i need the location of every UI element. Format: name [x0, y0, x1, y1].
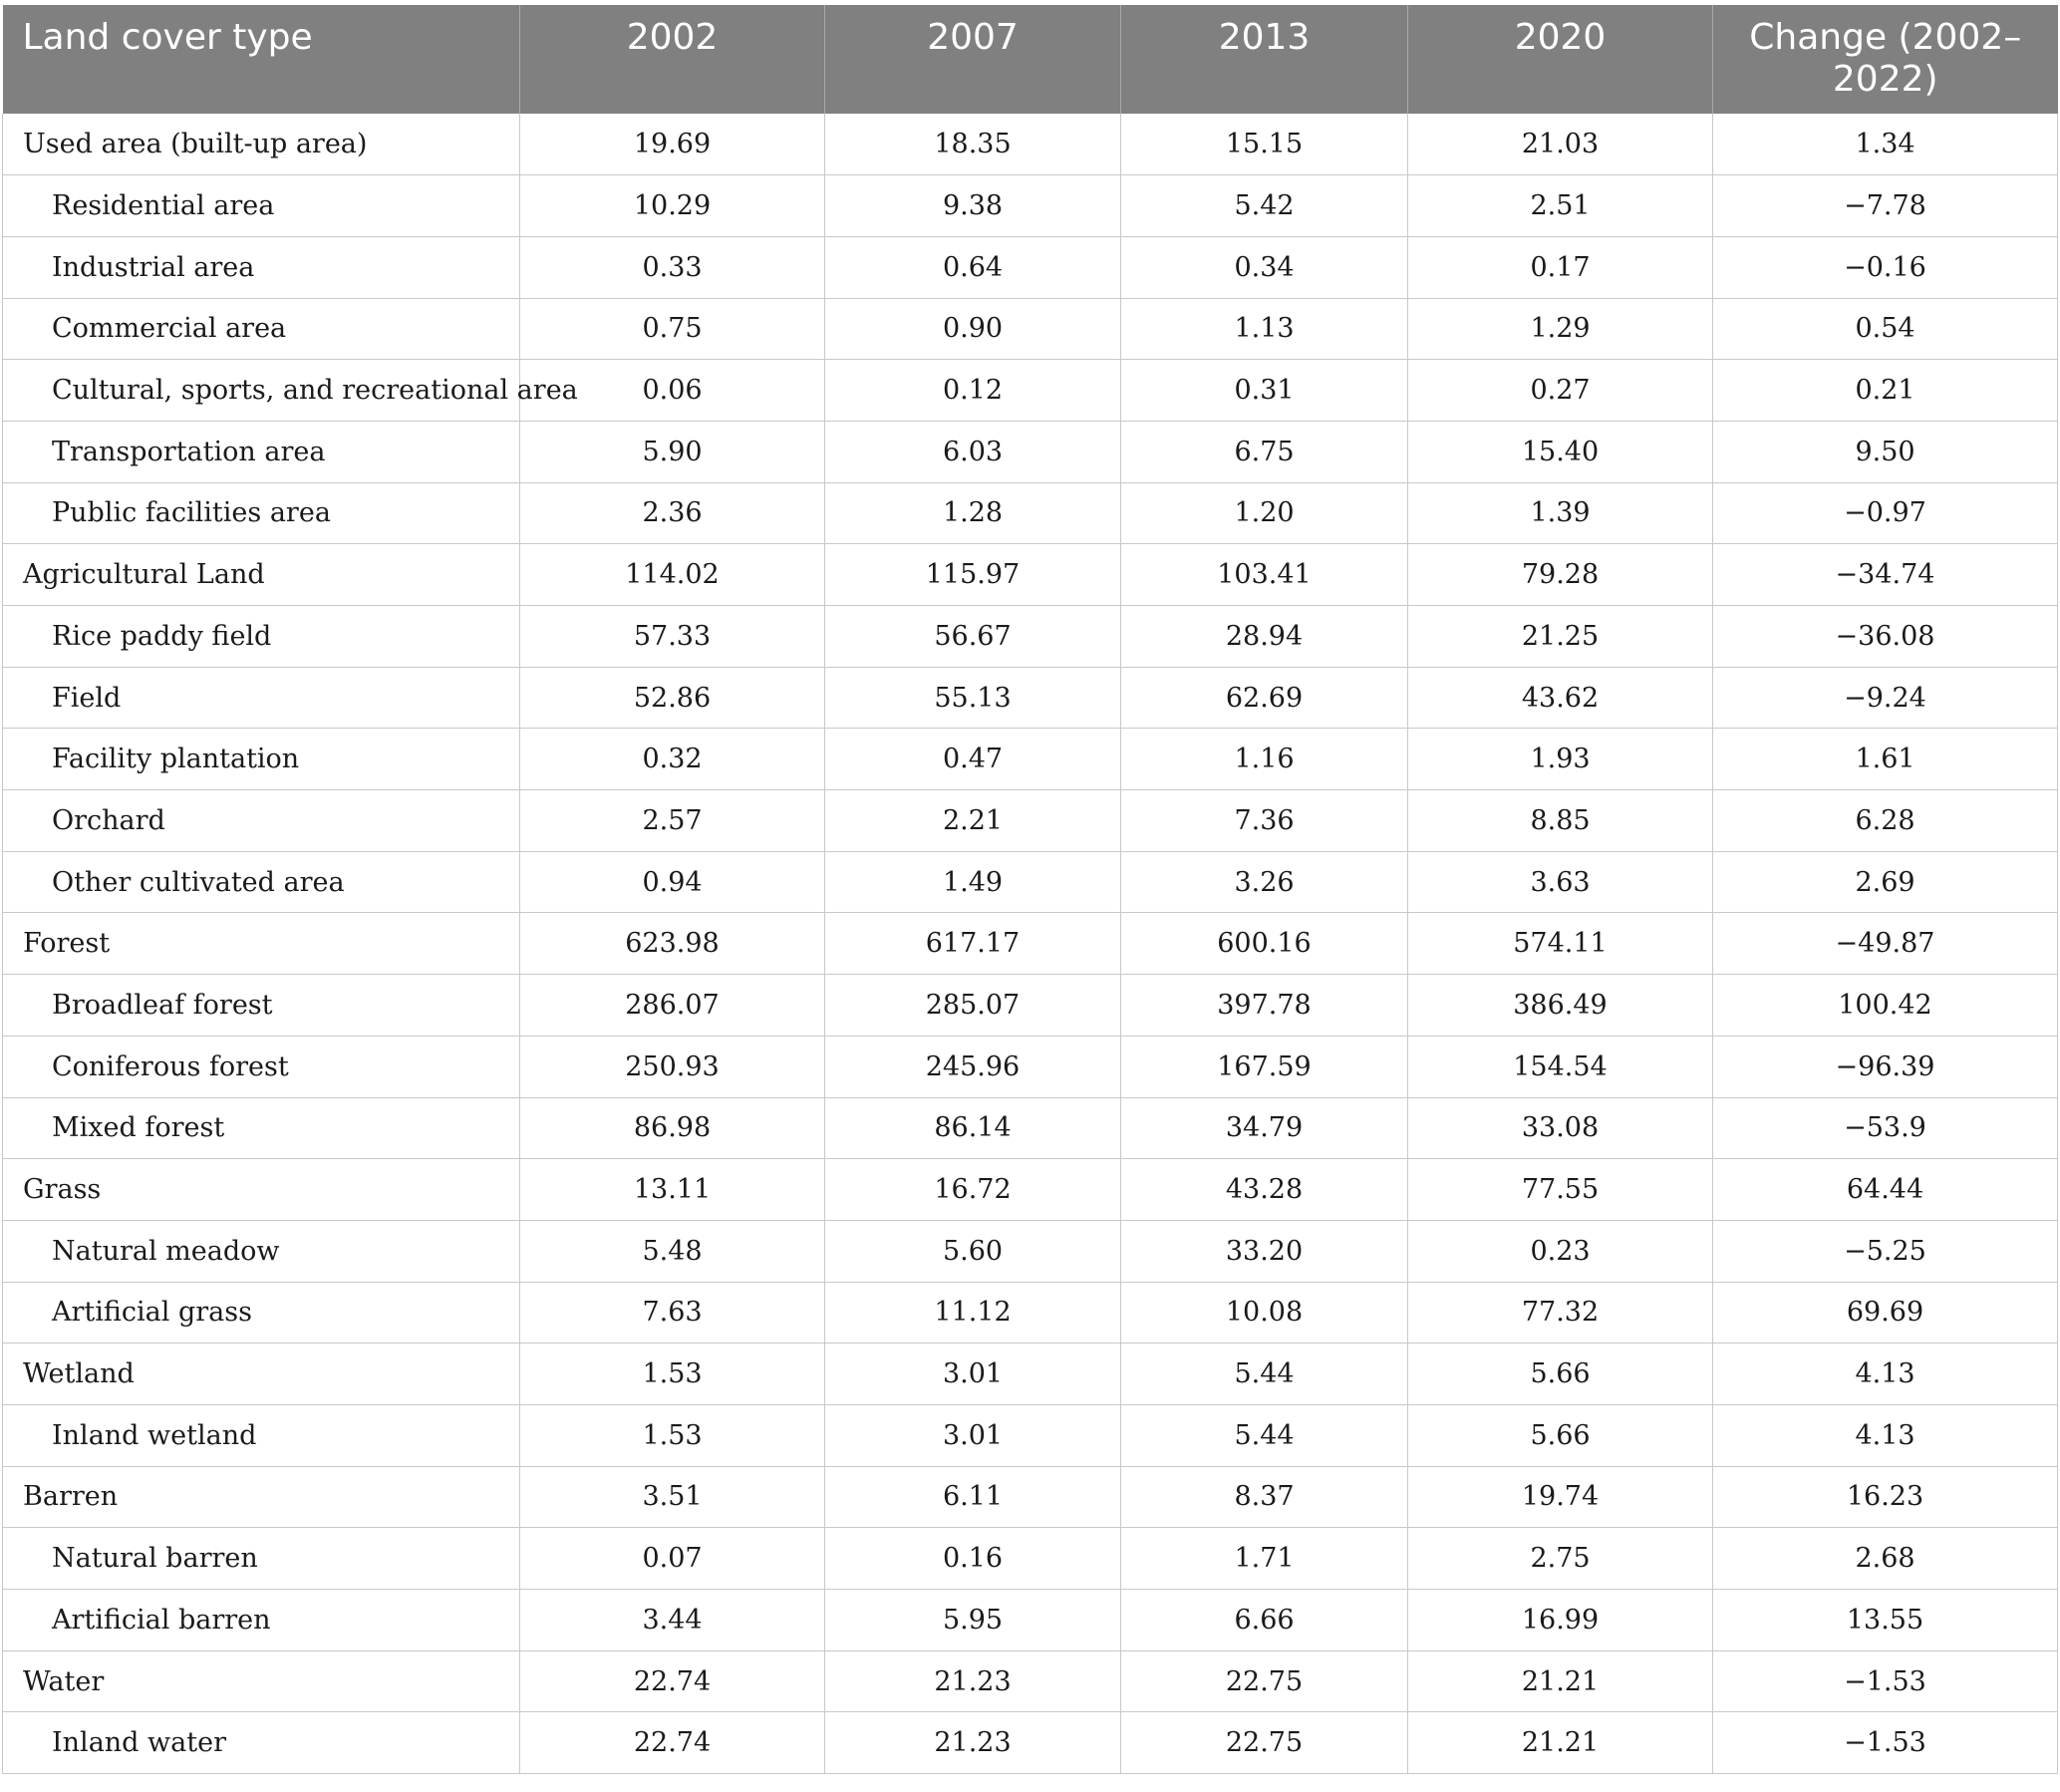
- table-cell: 69.69: [1713, 1282, 2058, 1344]
- table-cell: 7.63: [520, 1282, 825, 1344]
- row-label: Public facilities area: [3, 482, 520, 544]
- table-cell: 22.75: [1121, 1650, 1408, 1712]
- table-cell: 0.54: [1713, 298, 2058, 360]
- table-cell: 1.28: [825, 482, 1121, 544]
- table-cell: 0.94: [520, 851, 825, 913]
- row-label: Field: [3, 667, 520, 729]
- table-cell: 43.62: [1408, 667, 1713, 729]
- table-cell: −1.53: [1713, 1650, 2058, 1712]
- table-cell: 55.13: [825, 667, 1121, 729]
- table-cell: 5.44: [1121, 1344, 1408, 1405]
- table-cell: 245.96: [825, 1036, 1121, 1097]
- table-row: [3, 236, 2058, 298]
- table-cell: −5.25: [1713, 1220, 2058, 1282]
- table-cell: −34.74: [1713, 544, 2058, 606]
- table-cell: 250.93: [520, 1036, 825, 1097]
- table-cell: 2.51: [1408, 175, 1713, 237]
- table-row: [3, 1404, 2058, 1466]
- row-label: Water: [3, 1650, 520, 1712]
- table-cell: 13.11: [520, 1159, 825, 1221]
- table-cell: 9.38: [825, 175, 1121, 237]
- table-cell: 0.34: [1121, 236, 1408, 298]
- table-cell: 5.44: [1121, 1404, 1408, 1466]
- table-cell: 397.78: [1121, 975, 1408, 1037]
- table-cell: 1.93: [1408, 729, 1713, 790]
- table-cell: 9.50: [1713, 421, 2058, 482]
- table-cell: 6.75: [1121, 421, 1408, 482]
- table-cell: 3.51: [520, 1466, 825, 1528]
- table-cell: 2.75: [1408, 1528, 1713, 1590]
- table-cell: 5.66: [1408, 1404, 1713, 1466]
- table-row: [3, 606, 2058, 668]
- table-cell: 5.90: [520, 421, 825, 482]
- table-cell: 0.06: [520, 360, 825, 422]
- table-cell: 1.39: [1408, 482, 1713, 544]
- table-cell: 8.37: [1121, 1466, 1408, 1528]
- row-label: Cultural, sports, and recreational area: [3, 360, 520, 422]
- table-cell: 0.33: [520, 236, 825, 298]
- table-cell: 16.99: [1408, 1590, 1713, 1651]
- table-row: [3, 1036, 2058, 1097]
- row-label: Industrial area: [3, 236, 520, 298]
- table-row: [3, 421, 2058, 482]
- table-cell: 21.23: [825, 1712, 1121, 1774]
- table-cell: 79.28: [1408, 544, 1713, 606]
- table-cell: 1.53: [520, 1344, 825, 1405]
- table-cell: 1.53: [520, 1404, 825, 1466]
- table-row: [3, 1650, 2058, 1712]
- table-header: [3, 5, 2058, 114]
- table-cell: 0.23: [1408, 1220, 1713, 1282]
- table-cell: 21.03: [1408, 114, 1713, 175]
- table-cell: 19.69: [520, 114, 825, 175]
- table-cell: 574.11: [1408, 913, 1713, 975]
- table-cell: 2.57: [520, 790, 825, 852]
- table-cell: −36.08: [1713, 606, 2058, 668]
- table-cell: 1.16: [1121, 729, 1408, 790]
- table-cell: 19.74: [1408, 1466, 1713, 1528]
- table-cell: 1.13: [1121, 298, 1408, 360]
- table-cell: 100.42: [1713, 975, 2058, 1037]
- table-cell: −0.16: [1713, 236, 2058, 298]
- table-cell: 0.64: [825, 236, 1121, 298]
- table-cell: 21.21: [1408, 1712, 1713, 1774]
- table-cell: 5.60: [825, 1220, 1121, 1282]
- table-row: [3, 1590, 2058, 1651]
- table-cell: 10.29: [520, 175, 825, 237]
- table-cell: 0.27: [1408, 360, 1713, 422]
- table-cell: 21.25: [1408, 606, 1713, 668]
- header-row: [3, 5, 2058, 114]
- table-cell: 0.21: [1713, 360, 2058, 422]
- table-row: [3, 790, 2058, 852]
- row-label: Inland water: [3, 1712, 520, 1774]
- table-cell: 64.44: [1713, 1159, 2058, 1221]
- table-cell: 52.86: [520, 667, 825, 729]
- table-row: [3, 1097, 2058, 1159]
- table-cell: 0.47: [825, 729, 1121, 790]
- table-cell: 33.20: [1121, 1220, 1408, 1282]
- table-row: [3, 729, 2058, 790]
- table-cell: 77.32: [1408, 1282, 1713, 1344]
- table-row: [3, 1528, 2058, 1590]
- table-cell: 56.67: [825, 606, 1121, 668]
- table-cell: 2.21: [825, 790, 1121, 852]
- table-cell: 5.66: [1408, 1344, 1713, 1405]
- table-cell: 15.15: [1121, 114, 1408, 175]
- table-cell: −53.9: [1713, 1097, 2058, 1159]
- table-cell: 623.98: [520, 913, 825, 975]
- table-cell: 0.75: [520, 298, 825, 360]
- table-row: [3, 1159, 2058, 1221]
- table-cell: 0.17: [1408, 236, 1713, 298]
- table-cell: 8.85: [1408, 790, 1713, 852]
- header-2013: 2013: [1121, 5, 1408, 114]
- row-label: Facility plantation: [3, 729, 520, 790]
- table-cell: 154.54: [1408, 1036, 1713, 1097]
- table-row: [3, 482, 2058, 544]
- table-cell: 0.90: [825, 298, 1121, 360]
- table-cell: 1.20: [1121, 482, 1408, 544]
- table-cell: 4.13: [1713, 1344, 2058, 1405]
- table-row: [3, 1220, 2058, 1282]
- table-cell: 28.94: [1121, 606, 1408, 668]
- table-cell: 13.55: [1713, 1590, 2058, 1651]
- table-cell: 3.01: [825, 1404, 1121, 1466]
- row-label: Wetland: [3, 1344, 520, 1405]
- table-row: [3, 175, 2058, 237]
- row-label: Residential area: [3, 175, 520, 237]
- row-label: Used area (built-up area): [3, 114, 520, 175]
- table-cell: 86.98: [520, 1097, 825, 1159]
- header-change: Change (2002–2022): [1713, 5, 2058, 114]
- table-row: [3, 1282, 2058, 1344]
- table-cell: −96.39: [1713, 1036, 2058, 1097]
- table-cell: 7.36: [1121, 790, 1408, 852]
- table-cell: 57.33: [520, 606, 825, 668]
- table-cell: 285.07: [825, 975, 1121, 1037]
- table-cell: 18.35: [825, 114, 1121, 175]
- table-cell: 10.08: [1121, 1282, 1408, 1344]
- table-row: [3, 298, 2058, 360]
- table-row: [3, 667, 2058, 729]
- header-2002: 2002: [520, 5, 825, 114]
- row-label: Barren: [3, 1466, 520, 1528]
- table-cell: 16.23: [1713, 1466, 2058, 1528]
- table-cell: 33.08: [1408, 1097, 1713, 1159]
- table-cell: −9.24: [1713, 667, 2058, 729]
- table-cell: 2.36: [520, 482, 825, 544]
- table-cell: 0.32: [520, 729, 825, 790]
- row-label: Coniferous forest: [3, 1036, 520, 1097]
- table-cell: 62.69: [1121, 667, 1408, 729]
- table-cell: 6.28: [1713, 790, 2058, 852]
- table-cell: 0.16: [825, 1528, 1121, 1590]
- table-cell: 4.13: [1713, 1404, 2058, 1466]
- table-cell: 2.68: [1713, 1528, 2058, 1590]
- table-cell: 617.17: [825, 913, 1121, 975]
- table-cell: 3.01: [825, 1344, 1121, 1405]
- table-cell: 103.41: [1121, 544, 1408, 606]
- row-label: Transportation area: [3, 421, 520, 482]
- table-cell: 22.74: [520, 1712, 825, 1774]
- table-cell: 43.28: [1121, 1159, 1408, 1221]
- table-cell: 5.95: [825, 1590, 1121, 1651]
- row-label: Rice paddy field: [3, 606, 520, 668]
- row-label: Other cultivated area: [3, 851, 520, 913]
- table-cell: 1.29: [1408, 298, 1713, 360]
- row-label: Broadleaf forest: [3, 975, 520, 1037]
- row-label: Mixed forest: [3, 1097, 520, 1159]
- table-cell: 6.66: [1121, 1590, 1408, 1651]
- table-cell: 34.79: [1121, 1097, 1408, 1159]
- table-cell: 5.48: [520, 1220, 825, 1282]
- table-cell: 600.16: [1121, 913, 1408, 975]
- header-land-cover-type: Land cover type: [3, 5, 520, 114]
- table-row: [3, 1344, 2058, 1405]
- table-cell: 21.21: [1408, 1650, 1713, 1712]
- row-label: Natural meadow: [3, 1220, 520, 1282]
- row-label: Artificial barren: [3, 1590, 520, 1651]
- table-cell: −0.97: [1713, 482, 2058, 544]
- table-cell: 21.23: [825, 1650, 1121, 1712]
- table-cell: 286.07: [520, 975, 825, 1037]
- table-row: [3, 913, 2058, 975]
- table-cell: 3.44: [520, 1590, 825, 1651]
- table-cell: 16.72: [825, 1159, 1121, 1221]
- table-row: [3, 1466, 2058, 1528]
- table-row: [3, 851, 2058, 913]
- table-cell: −49.87: [1713, 913, 2058, 975]
- row-label: Forest: [3, 913, 520, 975]
- table-cell: 22.74: [520, 1650, 825, 1712]
- table-body: [3, 114, 2058, 1774]
- table-cell: 167.59: [1121, 1036, 1408, 1097]
- table-cell: 6.11: [825, 1466, 1121, 1528]
- table-cell: 22.75: [1121, 1712, 1408, 1774]
- land-cover-table: [2, 5, 2058, 1774]
- table-cell: 6.03: [825, 421, 1121, 482]
- table-cell: 86.14: [825, 1097, 1121, 1159]
- table-cell: 0.31: [1121, 360, 1408, 422]
- header-2020: 2020: [1408, 5, 1713, 114]
- table-cell: 386.49: [1408, 975, 1713, 1037]
- table-row: [3, 114, 2058, 175]
- row-label: Artificial grass: [3, 1282, 520, 1344]
- table-cell: 0.07: [520, 1528, 825, 1590]
- table-cell: 15.40: [1408, 421, 1713, 482]
- header-2007: 2007: [825, 5, 1121, 114]
- table-cell: 0.12: [825, 360, 1121, 422]
- table-row: [3, 360, 2058, 422]
- table-cell: 2.69: [1713, 851, 2058, 913]
- row-label: Inland wetland: [3, 1404, 520, 1466]
- table-cell: 77.55: [1408, 1159, 1713, 1221]
- table-cell: 114.02: [520, 544, 825, 606]
- table-row: [3, 975, 2058, 1037]
- table-cell: 5.42: [1121, 175, 1408, 237]
- row-label: Natural barren: [3, 1528, 520, 1590]
- row-label: Agricultural Land: [3, 544, 520, 606]
- table-cell: 3.63: [1408, 851, 1713, 913]
- table-cell: 11.12: [825, 1282, 1121, 1344]
- row-label: Orchard: [3, 790, 520, 852]
- row-label: Commercial area: [3, 298, 520, 360]
- table-row: [3, 544, 2058, 606]
- table-row: [3, 1712, 2058, 1774]
- table-cell: 115.97: [825, 544, 1121, 606]
- table-cell: −7.78: [1713, 175, 2058, 237]
- table-cell: −1.53: [1713, 1712, 2058, 1774]
- row-label: Grass: [3, 1159, 520, 1221]
- table-cell: 1.61: [1713, 729, 2058, 790]
- table-cell: 1.34: [1713, 114, 2058, 175]
- table-cell: 1.49: [825, 851, 1121, 913]
- table-cell: 1.71: [1121, 1528, 1408, 1590]
- table-cell: 3.26: [1121, 851, 1408, 913]
